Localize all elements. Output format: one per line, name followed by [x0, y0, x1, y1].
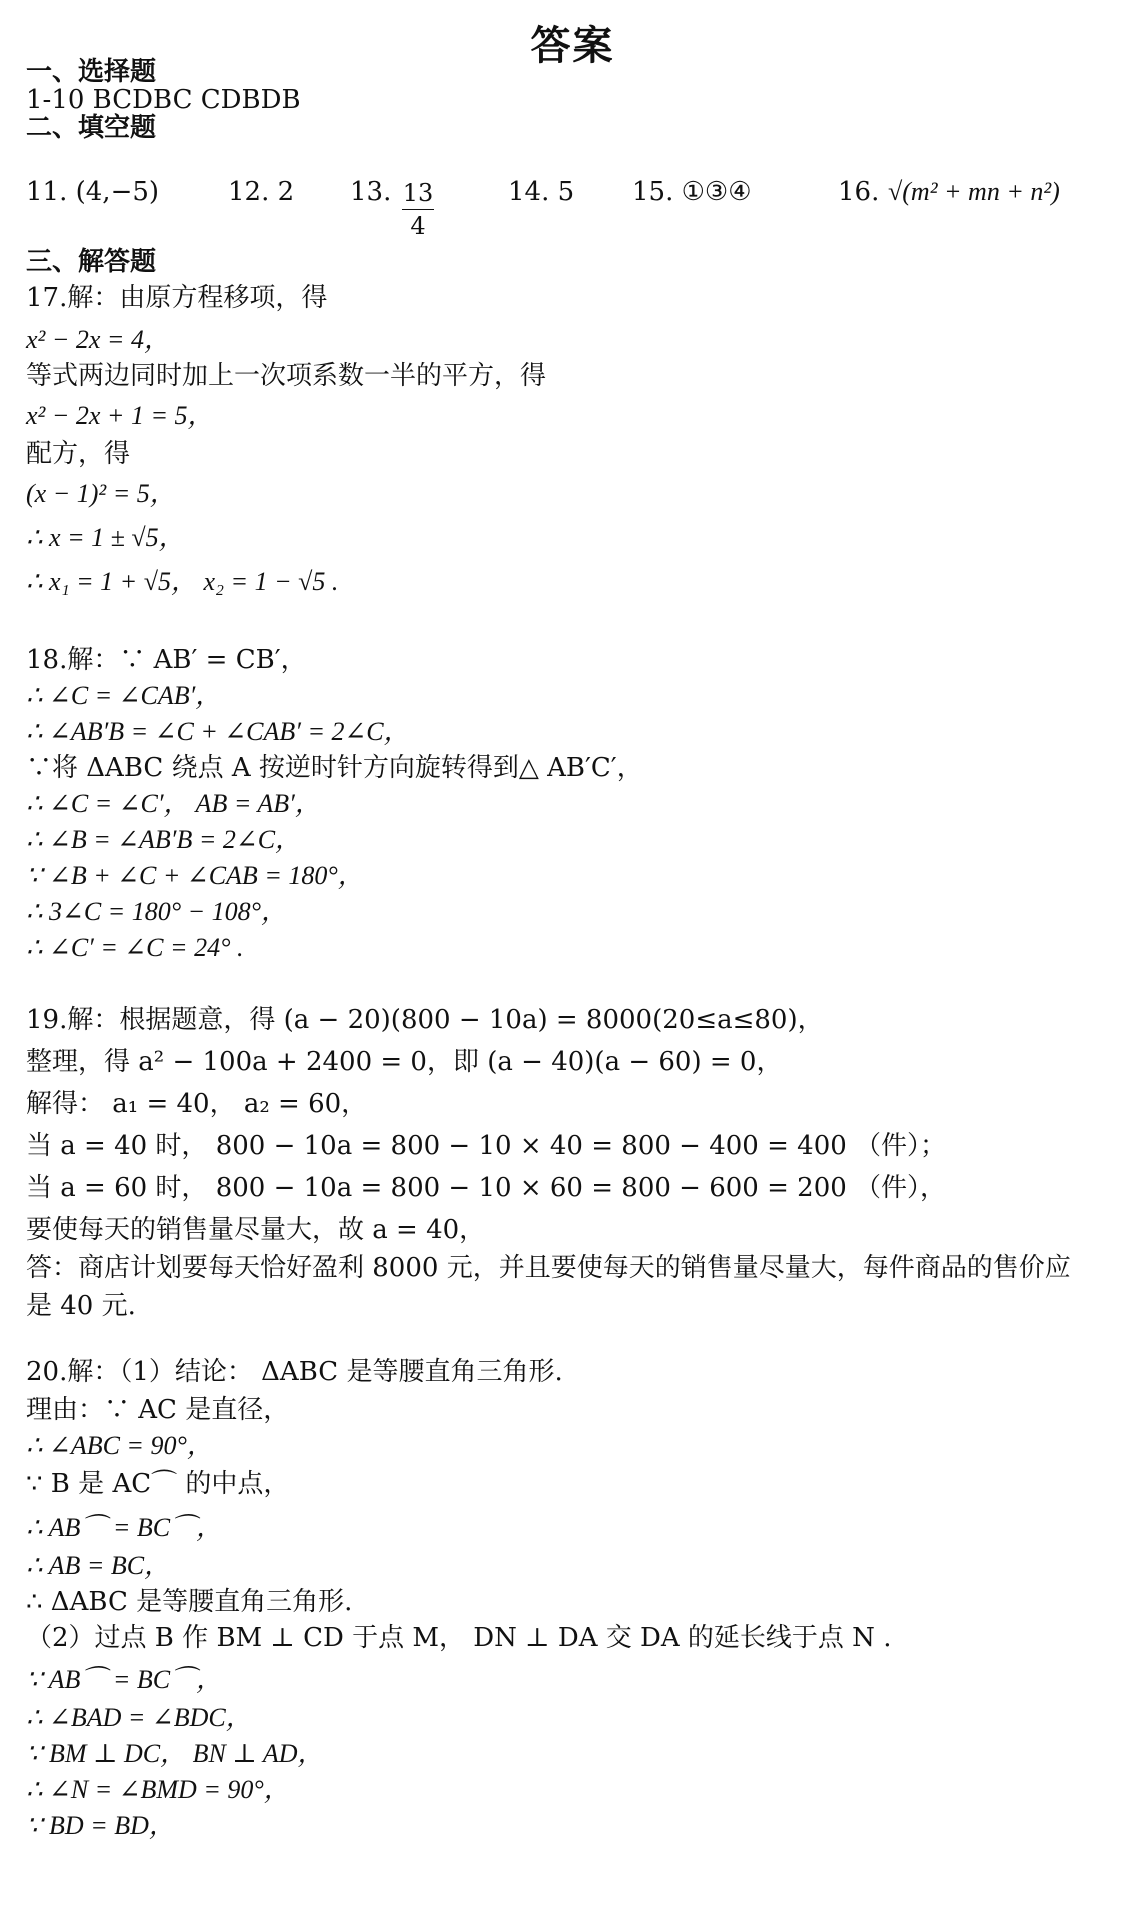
- q17-line: x² − 2x + 1 = 5，: [26, 401, 214, 430]
- fill-answer-16-expression: √(m² + mn + n²): [888, 177, 1060, 206]
- q19-line: 是 40 元.: [26, 1291, 136, 1321]
- fill-heading: 二、填空题: [26, 113, 157, 143]
- q18-line: ∴ 3∠C = 180° − 108°，: [26, 897, 288, 926]
- q19-line: 当 a = 60 时， 800 − 10a = 800 − 10 × 60 = 800 − 600 = 200 （件），: [26, 1173, 947, 1203]
- q19-line: 解得： a₁ = 40， a₂ = 60，: [26, 1089, 368, 1119]
- fill-answer-14: 14. 5: [508, 177, 575, 207]
- solve-heading: 三、解答题: [26, 247, 157, 277]
- q20-line: ∵ BD = BD，: [26, 1811, 175, 1840]
- choice-heading: 一、选择题: [26, 57, 157, 87]
- q18-line: ∴ ∠C = ∠CAB′，: [26, 681, 222, 710]
- fraction-denominator: 4: [410, 212, 426, 240]
- q19-line: 整理，得 a² − 100a + 2400 = 0，即 (a − 40)(a − 60) = 0，: [26, 1047, 783, 1077]
- q17-line: x² − 2x = 4，: [26, 325, 170, 354]
- q18-line: ∵ ∠B + ∠C + ∠CAB = 180°，: [26, 861, 364, 890]
- q18-line: ∵将 ΔABC 绕点 A 按逆时针方向旋转得到△ AB′C′，: [26, 753, 643, 783]
- fill-answer-12: 12. 2: [228, 177, 295, 207]
- q18-line: ∴ ∠C′ = ∠C = 24° .: [26, 933, 244, 962]
- fill-answer-13-label: 13.: [350, 177, 392, 207]
- q18-line: ∴ ∠B = ∠AB′B = 2∠C，: [26, 825, 302, 854]
- q18-line: ∴ ∠C = ∠C′， AB = AB′，: [26, 789, 321, 818]
- q19-line: 19.解：根据题意，得 (a − 20)(800 − 10a) = 8000(20≤a≤80)，: [26, 1005, 824, 1035]
- q20-line: ∵ B 是 AC⌒ 的中点，: [26, 1469, 290, 1499]
- q20-line: ∵ AB⌒ = BC⌒，: [26, 1665, 223, 1694]
- fill-answer-13-fraction: [400, 178, 436, 241]
- q20-line: 理由：∵ AC 是直径，: [26, 1395, 290, 1425]
- fill-answer-15: 15. ①③④: [632, 177, 752, 207]
- q20-line: ∴ ΔABC 是等腰直角三角形.: [26, 1587, 353, 1617]
- q20-line: 20.解：（1）结论： ΔABC 是等腰直角三角形.: [26, 1357, 563, 1387]
- fraction-bar: [402, 209, 434, 210]
- q20-line: ∴ AB = BC，: [26, 1551, 171, 1580]
- q17-line: 等式两边同时加上一次项系数一半的平方，得: [26, 361, 547, 391]
- q17-line: 配方，得: [26, 439, 131, 469]
- q19-line: 当 a = 40 时， 800 − 10a = 800 − 10 × 40 = 800 − 400 = 400 （件）；: [26, 1131, 947, 1161]
- fraction-numerator: 13: [402, 179, 434, 207]
- q20-line: ∴ ∠N = ∠BMD = 90°，: [26, 1775, 290, 1804]
- q20-line: （2）过点 B 作 BM ⊥ CD 于点 M， DN ⊥ DA 交 DA 的延长线于点 N .: [26, 1623, 892, 1653]
- q17-line: (x − 1)² = 5，: [26, 479, 176, 508]
- q19-line: 答：商店计划要每天恰好盈利 8000 元，并且要使每天的销售量尽量大，每件商品的售价应: [26, 1253, 1071, 1283]
- q20-line: ∵ BM ⊥ DC， BN ⊥ AD，: [26, 1739, 324, 1768]
- q17-line: ∴ x = 1 ± √5，: [26, 523, 185, 552]
- fill-answer-11: 11. (4,−5): [26, 177, 160, 207]
- q18-line: ∴ ∠AB′B = ∠C + ∠CAB′ = 2∠C，: [26, 717, 410, 746]
- choice-answers: 1-10 BCDBC CDBDB: [26, 85, 301, 115]
- q18-line: 18.解：∵ AB′ = CB′，: [26, 645, 307, 675]
- q17-line: ∴ x₁ = 1 + √5， x₂ = 1 − √5 .: [26, 567, 339, 596]
- page-title: 答案: [530, 22, 615, 69]
- fill-answer-16-label: 16.: [838, 177, 880, 207]
- q17-line: 17.解：由原方程移项，得: [26, 283, 328, 313]
- q20-line: ∴ ∠ABC = 90°，: [26, 1431, 213, 1460]
- q19-line: 要使每天的销售量尽量大，故 a = 40，: [26, 1215, 486, 1245]
- q20-line: ∴ ∠BAD = ∠BDC，: [26, 1703, 252, 1732]
- q20-line: ∴ AB⌒ = BC⌒，: [26, 1513, 223, 1542]
